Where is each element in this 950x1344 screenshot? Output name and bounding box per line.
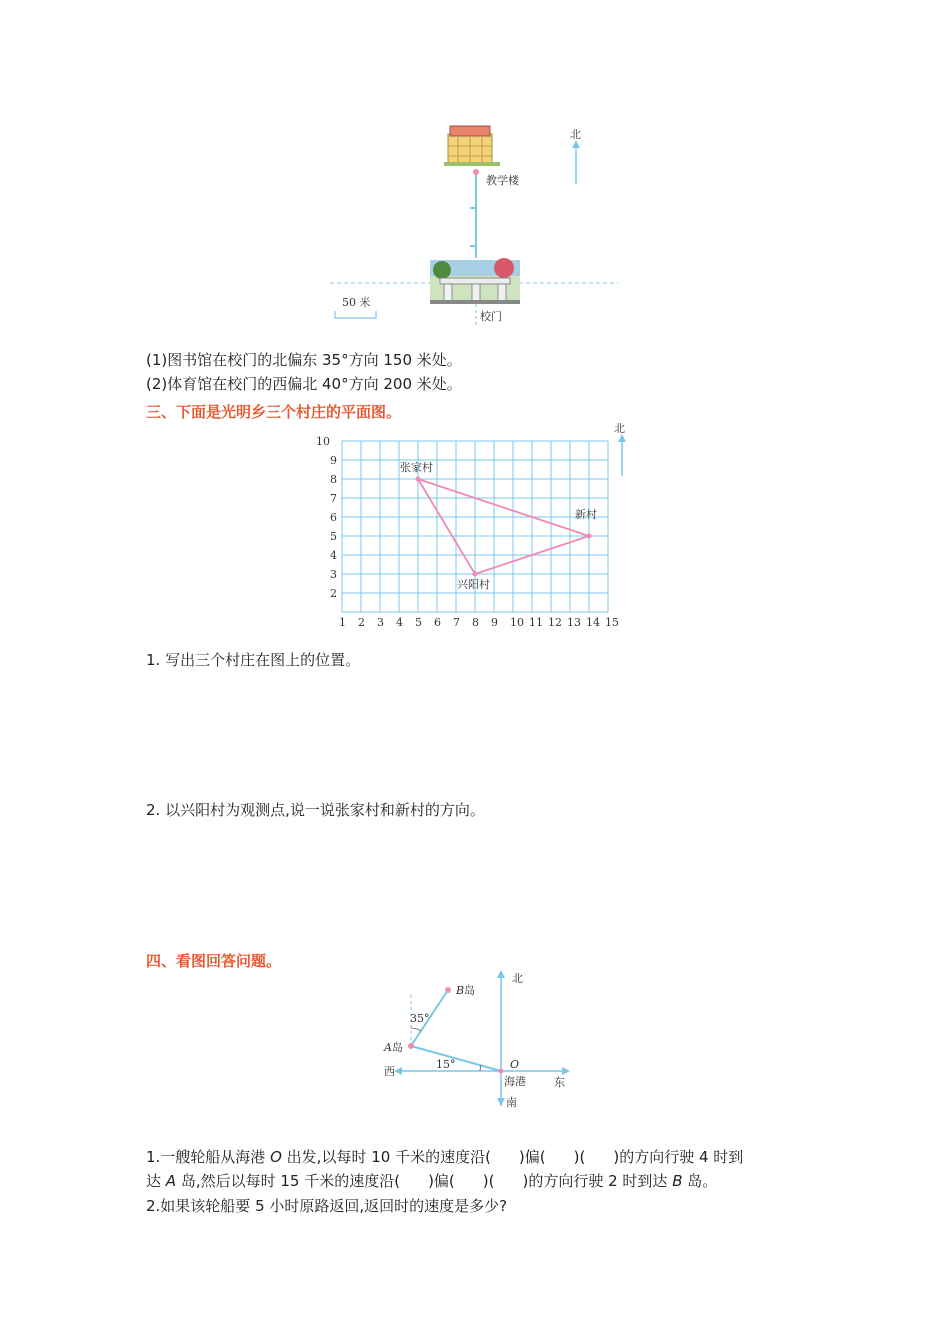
x-tick-label: 8 bbox=[472, 616, 479, 629]
y-tick-label: 8 bbox=[330, 473, 337, 486]
x-tick-label: 12 bbox=[548, 616, 562, 629]
east-label: 东 bbox=[554, 1076, 565, 1089]
x-tick-label: 7 bbox=[453, 616, 460, 629]
village-point bbox=[587, 534, 592, 539]
south-label: 南 bbox=[506, 1096, 517, 1109]
north-label: 北 bbox=[512, 972, 523, 985]
north-label: 北 bbox=[570, 128, 581, 141]
x-tick-label: 11 bbox=[529, 616, 543, 629]
island-a-point bbox=[408, 1043, 414, 1049]
angle-35-label: 35° bbox=[410, 1012, 430, 1025]
x-tick-label: 1 bbox=[339, 616, 346, 629]
y-tick-label: 4 bbox=[330, 549, 337, 562]
island-a-label: A岛 bbox=[384, 1041, 403, 1054]
question-3-2: 2. 以兴阳村为观测点,说一说张家村和新村的方向。 bbox=[146, 801, 485, 819]
section3-heading: 三、下面是光明乡三个村庄的平面图。 bbox=[146, 403, 402, 421]
x-tick-label: 2 bbox=[358, 616, 365, 629]
harbor-point bbox=[499, 1069, 504, 1074]
school-gate-image bbox=[430, 258, 520, 304]
teaching-building-image bbox=[444, 126, 500, 166]
village-triangle bbox=[418, 479, 589, 574]
village-label: 新村 bbox=[575, 508, 597, 521]
x-tick-label: 4 bbox=[396, 616, 403, 629]
y-tick-label: 9 bbox=[330, 454, 337, 467]
x-tick-label: 10 bbox=[510, 616, 524, 629]
y-tick-label: 7 bbox=[330, 492, 337, 505]
north-label: 北 bbox=[614, 422, 625, 435]
harbor-label: 海港 bbox=[504, 1075, 526, 1088]
y-tick-label: 5 bbox=[330, 530, 337, 543]
y-tick-label: 10 bbox=[316, 435, 330, 448]
school-map-figure bbox=[320, 118, 630, 330]
y-tick-label: 6 bbox=[330, 511, 337, 524]
island-b-label: B岛 bbox=[456, 984, 476, 997]
village-label: 兴阳村 bbox=[457, 578, 490, 591]
question-4-1-line2: 达 A 岛,然后以每时 15 千米的速度沿( )偏( )( )的方向行驶 2 时到达 B 岛。 bbox=[146, 1172, 718, 1190]
village-point bbox=[416, 477, 421, 482]
x-tick-label: 13 bbox=[567, 616, 581, 629]
scale-bar bbox=[335, 311, 376, 318]
angle-15-label: 15° bbox=[436, 1058, 456, 1071]
north-arrowhead bbox=[618, 434, 626, 442]
x-tick-label: 9 bbox=[491, 616, 498, 629]
path-o-to-a bbox=[411, 1046, 501, 1071]
scale-label: 50 米 bbox=[342, 296, 371, 309]
building-point bbox=[473, 169, 479, 175]
x-tick-label: 3 bbox=[377, 616, 384, 629]
gate-label: 校门 bbox=[480, 310, 502, 323]
item-gym: (2)体育馆在校门的西偏北 40°方向 200 米处。 bbox=[146, 375, 462, 393]
section4-heading: 四、看图回答问题。 bbox=[146, 952, 282, 970]
village-label: 张家村 bbox=[400, 461, 433, 474]
question-3-1: 1. 写出三个村庄在图上的位置。 bbox=[146, 651, 361, 669]
harbor-direction-figure bbox=[380, 966, 580, 1112]
question-4-2: 2.如果该轮船要 5 小时原路返回,返回时的速度是多少? bbox=[146, 1197, 508, 1215]
island-b-point bbox=[445, 987, 451, 993]
west-label: 西 bbox=[384, 1065, 395, 1078]
question-4-1-line1: 1.一艘轮船从海港 O 出发,以每时 10 千米的速度沿( )偏( )( )的方向行驶 4 时到 bbox=[146, 1148, 744, 1166]
village-point bbox=[473, 572, 478, 577]
x-tick-label: 15 bbox=[605, 616, 619, 629]
x-tick-label: 6 bbox=[434, 616, 441, 629]
x-tick-label: 14 bbox=[586, 616, 600, 629]
y-tick-label: 3 bbox=[330, 568, 337, 581]
village-grid-map bbox=[310, 420, 640, 632]
item-library: (1)图书馆在校门的北偏东 35°方向 150 米处。 bbox=[146, 351, 462, 369]
x-tick-label: 5 bbox=[415, 616, 422, 629]
origin-label: O bbox=[510, 1058, 520, 1071]
building-label: 教学楼 bbox=[486, 174, 519, 187]
y-tick-label: 2 bbox=[330, 587, 337, 600]
